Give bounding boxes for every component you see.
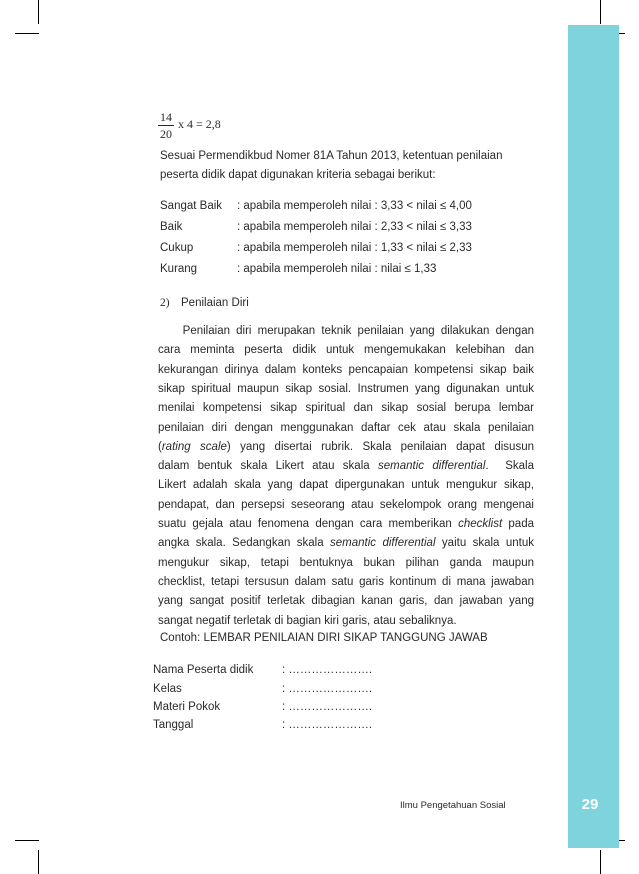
- form-value: : ………………….: [282, 664, 373, 676]
- text-segment: pendapat, dan persepsi seseorang atau sekelompok orang mengenai: [158, 498, 534, 511]
- paragraph-line: [158, 499, 534, 511]
- italic-term: checklist: [458, 518, 503, 530]
- form-label: Materi Pokok: [153, 701, 221, 713]
- paragraph-line: [158, 537, 534, 549]
- section-number: 2): [160, 297, 170, 309]
- paragraph-line: [158, 518, 534, 530]
- paragraph-line: [158, 615, 534, 627]
- text-segment: sikap spiritual maupun sikap sosial. Instrumen yang digunakan untuk: [158, 382, 534, 395]
- fraction: [158, 110, 174, 141]
- criteria-label: Sangat Baik: [160, 200, 223, 212]
- paragraph-line: [158, 402, 534, 414]
- text-segment: cara meminta peserta didik untuk mengemukakan kelebihan dan: [158, 344, 534, 357]
- paragraph-line: [158, 557, 534, 569]
- text-segment: Penilaian diri merupakan teknik penilaian yang dilakukan dengan: [158, 325, 534, 337]
- intro-line: Sesuai Permendikbud Nomer 81A Tahun 2013, ketentuan penilaian: [160, 150, 503, 162]
- paragraph-line: [158, 383, 534, 395]
- text-segment: penilaian diri dengan menggunakan daftar cek atau skala penilaian: [158, 421, 534, 434]
- text-segment: sangat negatif terletak di bagian kiri garis, atau sebaliknya.: [158, 614, 457, 627]
- crop-mark: [600, 850, 601, 874]
- text-segment: dalam bentuk skala Likert atau skala: [158, 460, 378, 473]
- paragraph-line: [158, 344, 534, 356]
- text-segment: menilai kompetensi sikap spiritual dan sikap sosial berupa lembar: [158, 402, 534, 415]
- text-segment: yang sangat positif terletak dibagian kanan garis, dan jawaban yang: [158, 595, 534, 608]
- formula-rest: x 4 = 2,8: [178, 117, 221, 131]
- text-segment: (: [158, 440, 162, 453]
- criteria-desc: : apabila memperoleh nilai : 1,33 < nilai ≤ 2,33: [237, 242, 472, 254]
- criteria-label: Cukup: [160, 242, 194, 254]
- crop-mark: [15, 840, 39, 841]
- text-segment: pada: [502, 518, 534, 530]
- italic-term: rating scale: [161, 440, 227, 453]
- crop-mark: [38, 0, 39, 24]
- paragraph-line: [158, 441, 534, 453]
- paragraph-line: [158, 325, 534, 337]
- text-segment: angka skala. Sedangkan skala: [158, 537, 331, 550]
- italic-term: semantic differential: [330, 537, 436, 550]
- text-segment: . Skala: [485, 460, 534, 473]
- criteria-label: Baik: [160, 221, 183, 233]
- form-label: Nama Peserta didik: [153, 664, 254, 676]
- form-label: Tanggal: [153, 719, 194, 731]
- criteria-desc: : apabila memperoleh nilai : 3,33 < nilai ≤ 4,00: [237, 200, 472, 212]
- paragraph-line: [158, 595, 534, 607]
- numerator: 14: [160, 110, 172, 124]
- text-segment: kekurangan dirinya dalam konteks pencapaian kompetensi sikap baik: [158, 363, 534, 376]
- crop-mark: [15, 33, 39, 34]
- paragraph-line: [158, 422, 534, 434]
- form-value: : ………………….: [282, 701, 373, 713]
- page-sidebar: [568, 25, 619, 848]
- crop-mark: [600, 0, 601, 24]
- text-segment: checklist, tetapi tersusun dalam satu garis kontinum di mana jawaban: [158, 575, 534, 588]
- text-segment: Likert adalah skala yang dapat dipergunakan untuk mengukur sikap,: [158, 479, 534, 492]
- example-title: Contoh: LEMBAR PENILAIAN DIRI SIKAP TANGGUNG JAWAB: [160, 632, 488, 644]
- criteria-label: Kurang: [160, 263, 198, 275]
- criteria-desc: : apabila memperoleh nilai : nilai ≤ 1,33: [237, 263, 437, 275]
- footer-title: Ilmu Pengetahuan Sosial: [400, 800, 506, 811]
- page-number: 29: [581, 796, 599, 813]
- form-value: : ………………….: [282, 683, 373, 695]
- text-segment: yaitu skala untuk: [435, 537, 534, 550]
- paragraph-line: [158, 364, 534, 376]
- form-label: Kelas: [153, 683, 182, 695]
- form-value: : ………………….: [282, 719, 373, 731]
- paragraph-line: [158, 479, 534, 491]
- intro-line: peserta didik dapat digunakan kriteria sebagai berikut:: [160, 169, 436, 181]
- fraction-bar: [158, 125, 174, 126]
- paragraph-line: [158, 460, 534, 472]
- section-title: Penilaian Diri: [181, 297, 249, 309]
- text-segment: ) yang disertai rubrik. Skala penilaian dapat disusun: [226, 440, 534, 453]
- denominator: 20: [160, 127, 172, 141]
- paragraph-line: [158, 576, 534, 588]
- text-segment: mengukur sikap, tetapi bentuknya bukan pilihan ganda maupun: [158, 556, 534, 569]
- criteria-desc: : apabila memperoleh nilai : 2,33 < nilai ≤ 3,33: [237, 221, 472, 233]
- text-segment: suatu gejala atau fenomena dengan cara memberikan: [158, 518, 459, 530]
- italic-term: semantic differential: [377, 460, 486, 473]
- crop-mark: [38, 850, 39, 874]
